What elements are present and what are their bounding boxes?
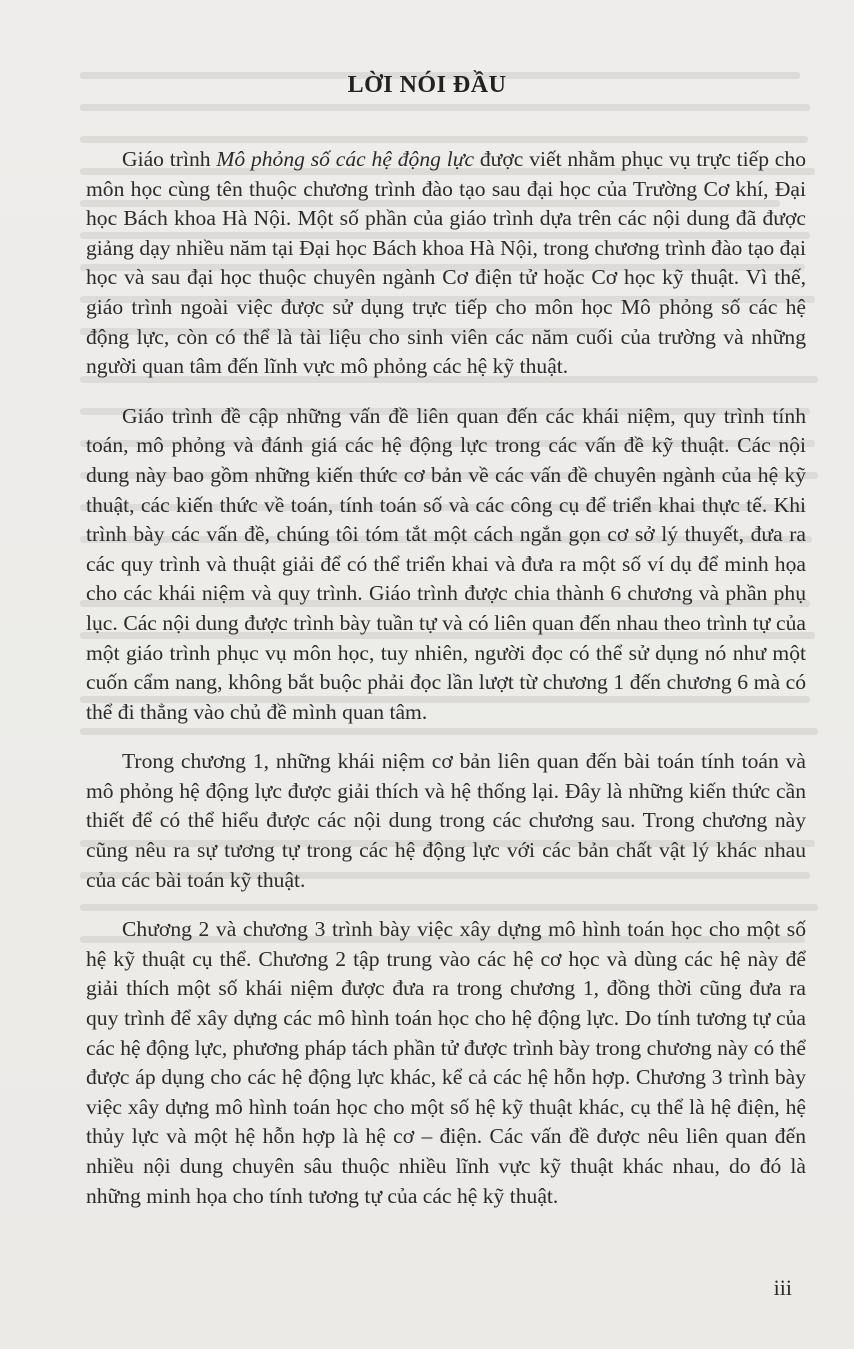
page-title: LỜI NÓI ĐẦU xyxy=(347,72,507,98)
page-number: iii xyxy=(773,1275,792,1300)
paragraph-1-lead: Giáo trình xyxy=(122,147,217,171)
paragraph-2: Giáo trình đề cập những vấn đề liên quan đến các khái niệm, quy trình tính toán, mô phỏng và đánh giá các hệ động lực trong các vấn đề kỹ thuật. Các nội dung này bao gồm những kiến thức cơ bản về các vấn đề chuyên ngành của hệ kỹ thuật, các kiến thức về toán, tính toán số và các công cụ để triển khai thực tế. Khi trình bày các vấn đề, chúng tôi tóm tắt một cách ngắn gọn cơ sở lý thuyết, đưa ra các quy trình và thuật giải để có thể triển khai và đưa ra một số ví dụ để minh họa cho các khái niệm và quy trình. Giáo trình được chia thành 6 chương và phần phụ lục. Các nội dung được trình bày tuần tự và có liên quan đến nhau theo trình tự của một giáo trình phục vụ môn học, tuy nhiên, người đọc có thể sử dụng nó như một cuốn cẩm nang, không bắt buộc phải đọc lần lượt từ chương 1 đến chương 6 mà có thể đi thẳng vào chủ đề mình quan tâm. xyxy=(86,403,806,724)
paragraph-4: Chương 2 và chương 3 trình bày việc xây dựng mô hình toán học cho một số hệ kỹ thuật cụ thể. Chương 2 tập trung vào các hệ cơ học và dùng các hệ này để giải thích một số khái niệm được đưa ra trong chương 1, đồng thời cũng đưa ra quy trình để xây dựng các mô hình toán học cho hệ động lực. Do tính tương tự của các hệ động lực, phương pháp tách phần tử được trình bày trong chương này có thể được áp dụng cho các hệ động lực khác, kể cả các hệ hỗn hợp. Chương 3 trình bày việc xây dựng mô hình toán học cho một số hệ kỹ thuật khác, cụ thể là hệ điện, hệ thủy lực và một hệ hỗn hợp là hệ cơ – điện. Các vấn đề được nêu liên quan đến nhiều nội dung chuyên sâu thuộc nhiều lĩnh vực kỹ thuật khác nhau, do đó là những minh họa cho tính tương tự của các hệ kỹ thuật. xyxy=(86,917,806,1208)
paragraph-1 xyxy=(86,145,806,382)
paragraph-1-rest: được viết nhằm phục vụ trực tiếp cho môn học cùng tên thuộc chương trình đào tạo sau đại học của Trường Cơ khí, Đại học Bách khoa Hà Nội. Một số phần của giáo trình dựa trên các nội dung đã được giảng dạy nhiều năm tại Đại học Bách khoa Hà Nội, trong chương trình đào tạo đại học và sau đại học thuộc chuyên ngành Cơ điện tử hoặc Cơ học kỹ thuật. Vì thế, giáo trình ngoài việc được sử dụng trực tiếp cho môn học Mô phỏng số các hệ động lực, còn có thể là tài liệu cho sinh viên các năm cuối của trường và những người quan tâm đến lĩnh vực mô phỏng các hệ kỹ thuật. xyxy=(86,147,806,379)
preface-body xyxy=(86,145,806,1231)
paragraph-3: Trong chương 1, những khái niệm cơ bản liên quan đến bài toán tính toán và mô phỏng hệ động lực được giải thích và hệ thống lại. Đây là những kiến thức cần thiết để có thể hiểu được các nội dung trong các chương sau. Trong chương này cũng nêu ra sự tương tự trong các hệ động lực với các bản chất vật lý khác nhau của các bài toán kỹ thuật. xyxy=(86,749,806,892)
book-title-italic: Mô phỏng số các hệ động lực xyxy=(216,147,475,171)
